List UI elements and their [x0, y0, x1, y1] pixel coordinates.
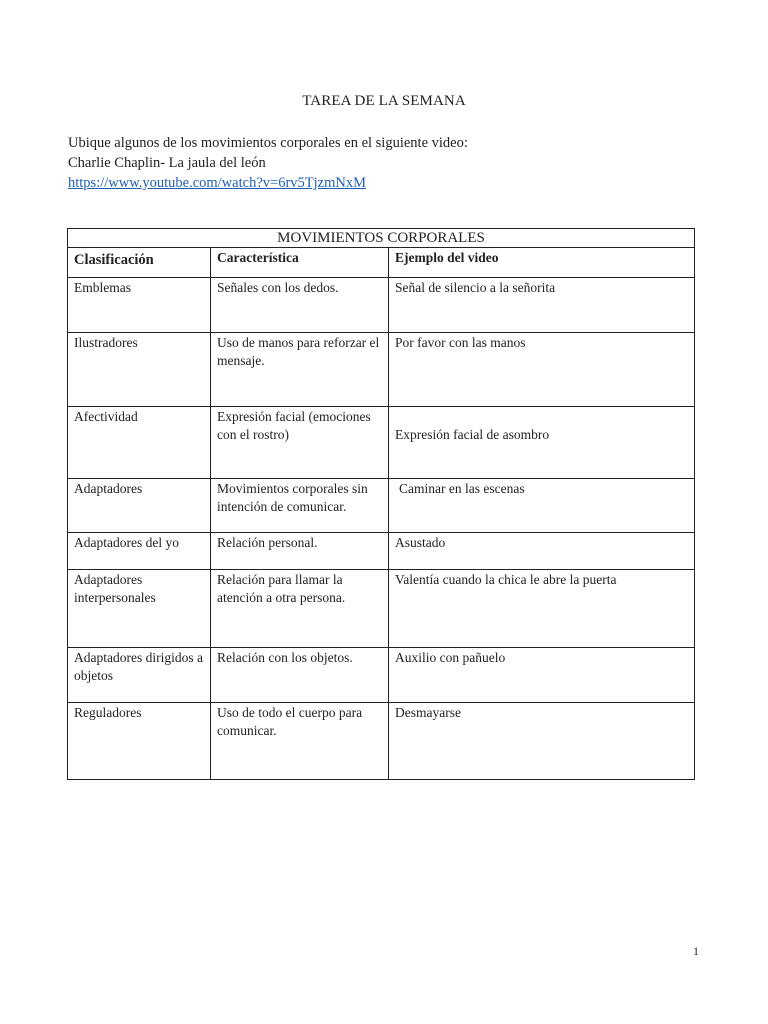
header-ejemplo: Ejemplo del video [389, 248, 695, 278]
cell-ejemplo: Por favor con las manos [389, 333, 695, 407]
table-row [68, 570, 695, 648]
cell-caracteristica: Movimientos corporales sin intención de comunicar. [211, 479, 389, 533]
cell-caracteristica: Uso de todo el cuerpo para comunicar. [211, 703, 389, 780]
video-link[interactable]: https://www.youtube.com/watch?v=6rv5TjzmNxM [68, 175, 366, 191]
movements-table [67, 228, 695, 780]
table-row [68, 703, 695, 780]
cell-caracteristica: Relación para llamar la atención a otra persona. [211, 570, 389, 648]
table-row [68, 278, 695, 333]
cell-ejemplo: Asustado [389, 533, 695, 570]
table-row [68, 648, 695, 703]
cell-ejemplo: Auxilio con pañuelo [389, 648, 695, 703]
table-row [68, 533, 695, 570]
table-row [68, 479, 695, 533]
cell-clasificacion: Reguladores [68, 703, 211, 780]
video-title: Charlie Chaplin- La jaula del león [68, 155, 266, 171]
cell-caracteristica: Relación personal. [211, 533, 389, 570]
cell-ejemplo: Expresión facial de asombro [389, 407, 695, 479]
table-header-row [68, 248, 695, 278]
cell-caracteristica: Expresión facial (emociones con el rostro) [211, 407, 389, 479]
cell-ejemplo: Caminar en las escenas [389, 479, 695, 533]
cell-caracteristica: Uso de manos para reforzar el mensaje. [211, 333, 389, 407]
document-title: TAREA DE LA SEMANA [302, 93, 466, 109]
cell-clasificacion: Afectividad [68, 407, 211, 479]
cell-ejemplo: Señal de silencio a la señorita [389, 278, 695, 333]
page-number: 1 [693, 944, 699, 958]
cell-clasificacion: Emblemas [68, 278, 211, 333]
cell-ejemplo: Valentía cuando la chica le abre la puerta [389, 570, 695, 648]
cell-clasificacion: Adaptadores interpersonales [68, 570, 211, 648]
cell-caracteristica: Señales con los dedos. [211, 278, 389, 333]
intro-block [68, 133, 468, 193]
instruction-text: Ubique algunos de los movimientos corporales en el siguiente video: [68, 135, 468, 151]
header-caracteristica: Característica [211, 248, 389, 278]
cell-clasificacion: Adaptadores del yo [68, 533, 211, 570]
header-clasificacion: Clasificación [68, 248, 211, 278]
cell-clasificacion: Ilustradores [68, 333, 211, 407]
table-row [68, 407, 695, 479]
cell-caracteristica: Relación con los objetos. [211, 648, 389, 703]
cell-clasificacion: Adaptadores [68, 479, 211, 533]
table-caption: MOVIMIENTOS CORPORALES [68, 229, 695, 248]
table-row [68, 333, 695, 407]
cell-ejemplo: Desmayarse [389, 703, 695, 780]
cell-clasificacion: Adaptadores dirigidos a objetos [68, 648, 211, 703]
